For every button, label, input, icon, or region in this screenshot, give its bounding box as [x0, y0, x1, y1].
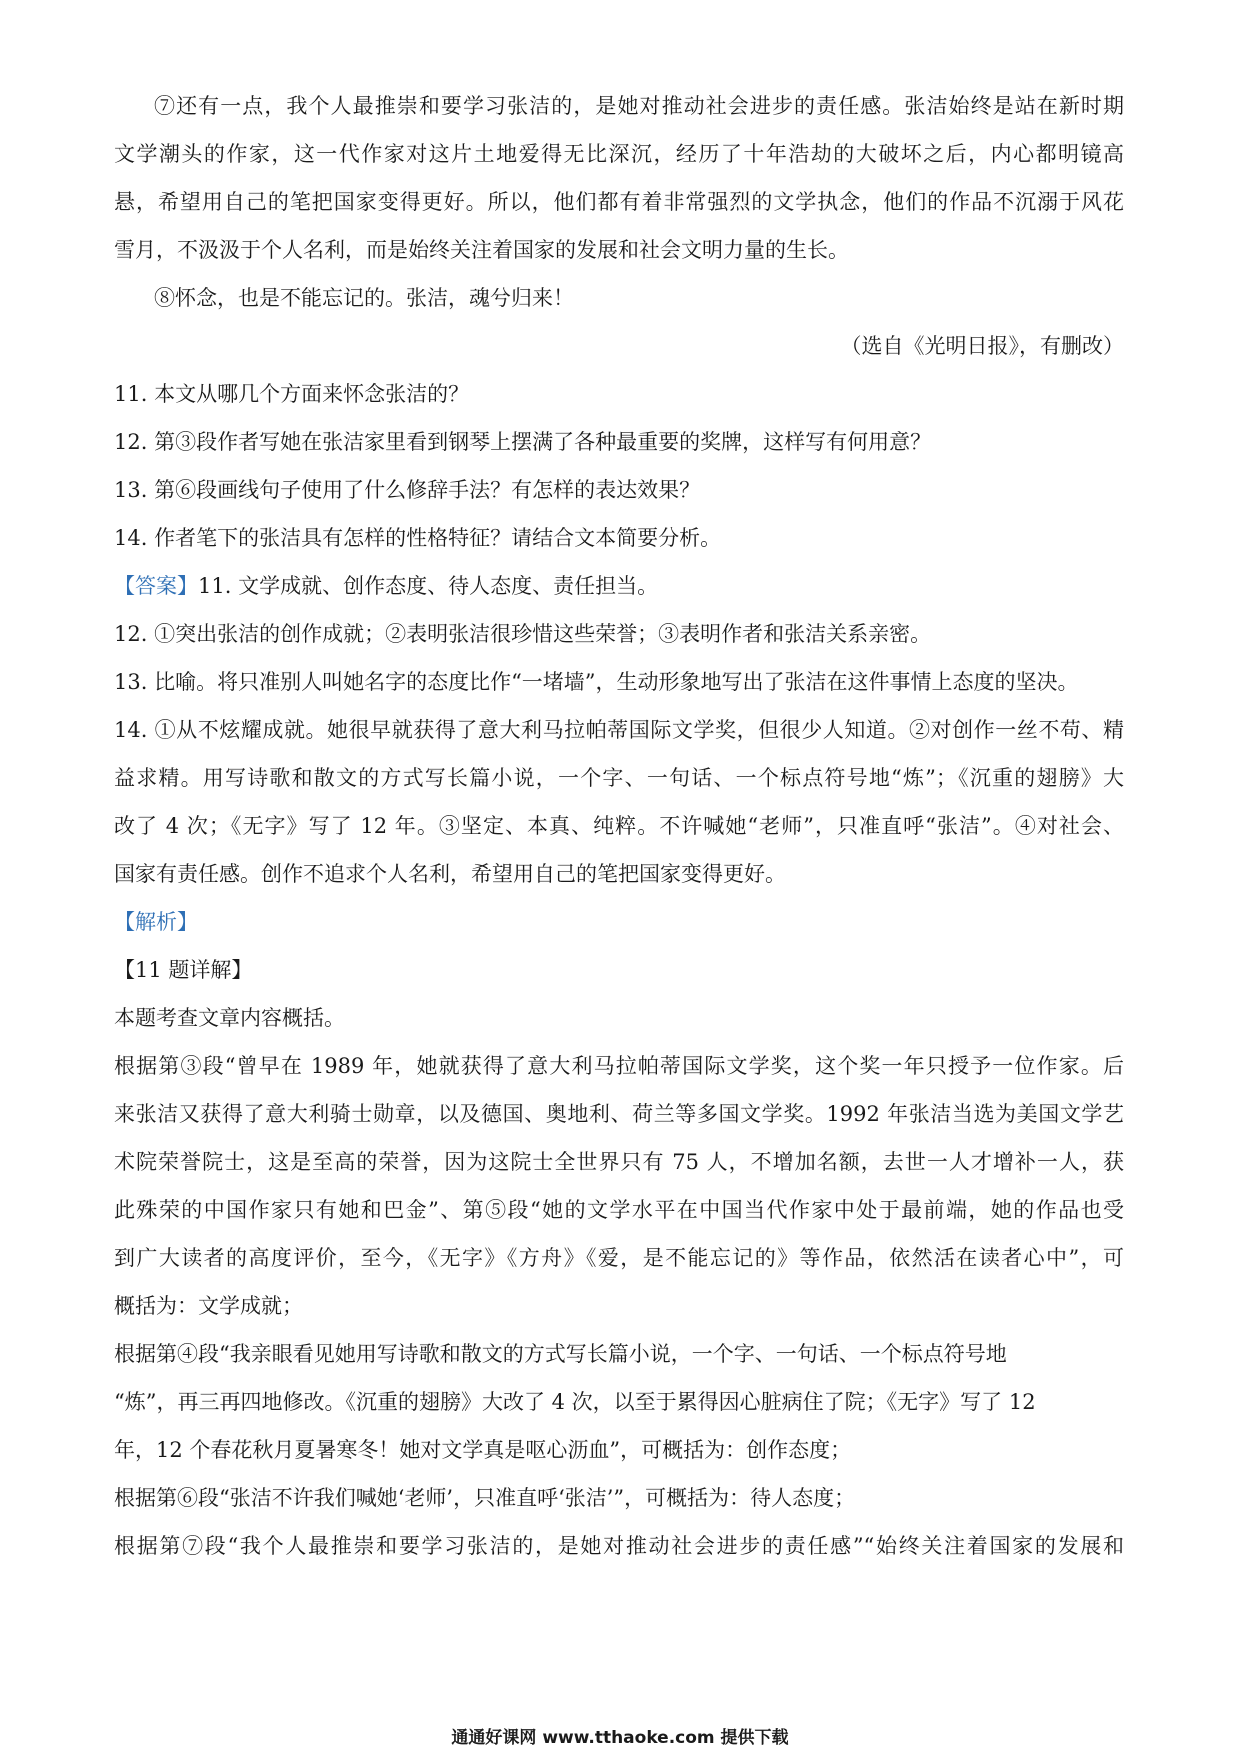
- analysis-line-7: 根据第④段“我亲眼看见她用写诗歌和散文的方式写长篇小说，一个字、一句话、一个标点符号地: [114, 1342, 1007, 1366]
- analysis-q11-heading: 【11 题详解】: [114, 958, 253, 982]
- passage-p7-line-2: 文学潮头的作家，这一代作家对这片土地爱得无比深沉，经历了十年浩劫的大破坏之后，内心都明镜高: [114, 142, 1124, 166]
- analysis-line-8: “炼”，再三再四地修改。《沉重的翅膀》大改了 4 次，以至于累得因心脏病住了院；《无字》写了 12: [114, 1390, 1036, 1414]
- analysis-intro: 本题考查文章内容概括。: [114, 1006, 345, 1030]
- analysis-line-9: 年，12 个春花秋月夏暑寒冬！她对文学真是呕心沥血”，可概括为：创作态度；: [114, 1438, 852, 1462]
- analysis-line-11: 根据第⑦段“我个人最推崇和要学习张洁的，是她对推动社会进步的责任感”“始终关注着国家的发展和: [114, 1534, 1124, 1558]
- question-13: 13. 第⑥段画线句子使用了什么修辞手法？有怎样的表达效果？: [114, 478, 701, 502]
- analysis-line-10: 根据第⑥段“张洁不许我们喊她‘老师’，只准直呼‘张洁’”，可概括为：待人态度；: [114, 1486, 856, 1510]
- answer-12: 12. ①突出张洁的创作成就；②表明张洁很珍惜这些荣誉；③表明作者和张洁关系亲密。: [114, 622, 932, 646]
- analysis-line-1: 根据第③段“曾早在 1989 年，她就获得了意大利马拉帕蒂国际文学奖，这个奖一年只授予一位作家。后: [114, 1054, 1124, 1078]
- analysis-line-3: 术院荣誉院士，这是至高的荣誉，因为这院士全世界只有 75 人，不增加名额，去世一人才增补一人，获: [114, 1150, 1124, 1174]
- footer-watermark: 通通好课网 www.tthaoke.com 提供下载: [451, 1728, 789, 1748]
- passage-p7-line-4: 雪月，不汲汲于个人名利，而是始终关注着国家的发展和社会文明力量的生长。: [114, 238, 849, 262]
- question-11: 11. 本文从哪几个方面来怀念张洁的？: [114, 382, 470, 406]
- answer-11-line: [114, 564, 658, 608]
- passage-p7-line-1: ⑦还有一点，我个人最推崇和要学习张洁的，是她对推动社会进步的责任感。张洁始终是站在新时期: [154, 94, 1124, 118]
- analysis-tag: 【解析】: [114, 910, 198, 934]
- answer-14-line-3: 改了 4 次；《无字》写了 12 年。③坚定、本真、纯粹。不许喊她“老师”，只准直呼“张洁”。④对社会、: [114, 814, 1124, 838]
- analysis-line-4: 此殊荣的中国作家只有她和巴金”、第⑤段“她的文学水平在中国当代作家中处于最前端，她的作品也受: [114, 1198, 1124, 1222]
- question-12: 12. 第③段作者写她在张洁家里看到钢琴上摆满了各种最重要的奖牌，这样写有何用意？: [114, 430, 932, 454]
- answer-tag: 【答案】: [114, 574, 198, 598]
- analysis-line-2: 来张洁又获得了意大利骑士勋章，以及德国、奥地利、荷兰等多国文学奖。1992 年张洁当选为美国文学艺: [114, 1102, 1124, 1126]
- passage-p8: ⑧怀念，也是不能忘记的。张洁，魂兮归来！: [154, 286, 574, 310]
- passage-source: （选自《光明日报》，有删改）: [840, 334, 1124, 358]
- answer-14-line-1: 14. ①从不炫耀成就。她很早就获得了意大利马拉帕蒂国际文学奖，但很少人知道。②对创作一丝不苟、精: [114, 718, 1124, 742]
- answer-14-line-2: 益求精。用写诗歌和散文的方式写长篇小说，一个字、一句话、一个标点符号地“炼”；《沉重的翅膀》大: [114, 766, 1124, 790]
- analysis-line-5: 到广大读者的高度评价，至今，《无字》《方舟》《爱，是不能忘记的》等作品，依然活在读者心中”，可: [114, 1246, 1124, 1270]
- passage-p7-line-3: 悬，希望用自己的笔把国家变得更好。所以，他们都有着非常强烈的文学执念，他们的作品不沉溺于风花: [114, 190, 1124, 214]
- answer-13: 13. 比喻。将只准别人叫她名字的态度比作“一堵墙”，生动形象地写出了张洁在这件事情上态度的坚决。: [114, 670, 1079, 694]
- answer-11: 11. 文学成就、创作态度、待人态度、责任担当。: [198, 574, 659, 598]
- answer-14-line-4: 国家有责任感。创作不追求个人名利，希望用自己的笔把国家变得更好。: [114, 862, 786, 886]
- question-14: 14. 作者笔下的张洁具有怎样的性格特征？请结合文本简要分析。: [114, 526, 722, 550]
- analysis-line-6: 概括为：文学成就；: [114, 1294, 303, 1318]
